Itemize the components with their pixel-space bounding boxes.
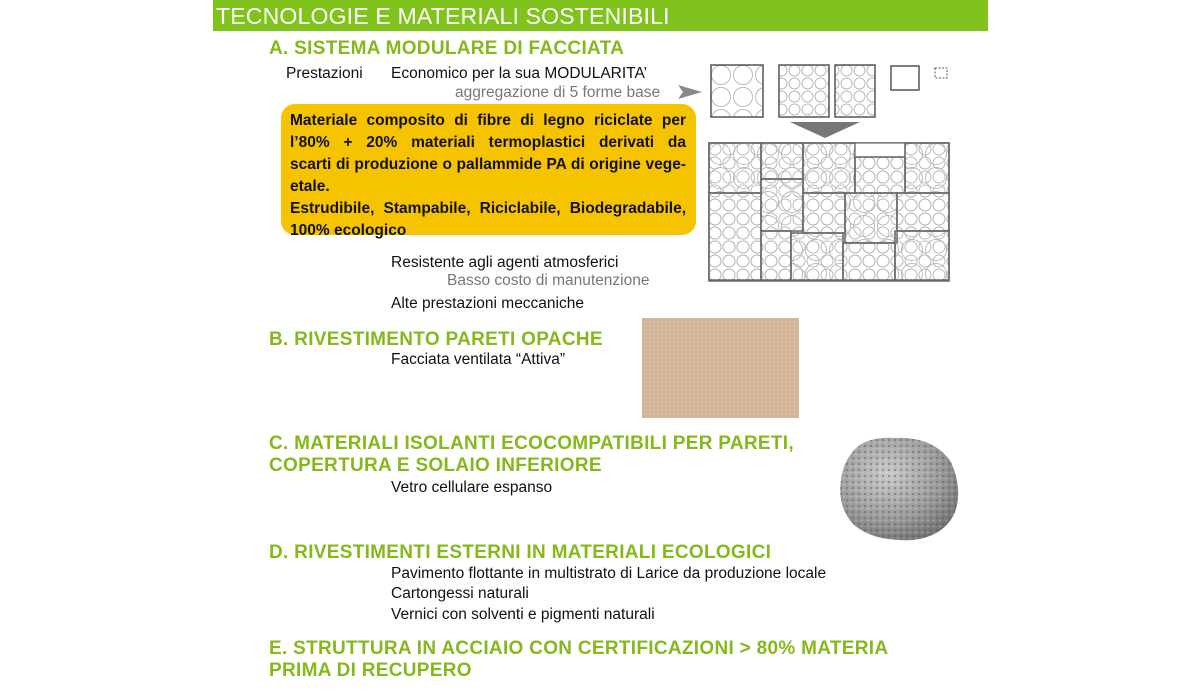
page-title: TECNOLOGIE E MATERIALI SOSTENIBILI xyxy=(216,3,670,29)
opaque-wall-panel-swatch xyxy=(642,318,799,418)
modularita-text: Economico per la sua MODULARITA’ xyxy=(391,65,648,82)
aggregazione-text: aggregazione di 5 forme base xyxy=(455,84,661,101)
highlight-line: etale. xyxy=(290,178,330,195)
resistente-text: Resistente agli agenti atmosferici xyxy=(391,254,619,271)
arrow-down-icon xyxy=(790,122,860,138)
highlight-line: scarti di produzione o pallammide PA di origine vege- xyxy=(290,156,686,173)
vetro-text: Vetro cellulare espanso xyxy=(391,479,553,496)
facciata-text: Facciata ventilata “Attiva” xyxy=(391,351,566,368)
section-a-title: A. SISTEMA MODULARE DI FACCIATA xyxy=(269,38,625,59)
base-shape-tile xyxy=(835,65,875,117)
basso-costo-text: Basso costo di manutenzione xyxy=(447,272,650,289)
base-shape-tile xyxy=(935,68,947,78)
list-item: Pavimento flottante in multistrato di Larice da produzione locale xyxy=(391,565,827,582)
highlight-line: l’80% + 20% materiali termoplastici derivati da xyxy=(290,134,686,151)
base-shapes-row xyxy=(710,64,950,120)
prestazioni-label: Prestazioni xyxy=(286,65,363,82)
section-e-title-line1: E. STRUTTURA IN ACCIAIO CON CERTIFICAZIONI > 80% MATERIA xyxy=(269,638,889,659)
section-e-title-line2: PRIMA DI RECUPERO xyxy=(269,660,472,681)
base-shape-tile xyxy=(779,65,829,117)
material-highlight-box xyxy=(281,104,696,239)
section-b-title: B. RIVESTIMENTO PARETI OPACHE xyxy=(269,329,603,350)
facade-aggregation-diagram xyxy=(708,142,950,282)
list-item: Cartongessi naturali xyxy=(391,585,529,602)
foam-glass-block-image xyxy=(833,432,965,544)
highlight-line: Materiale composito di fibre di legno riciclate per xyxy=(290,112,686,129)
base-shape-tile xyxy=(891,66,919,90)
section-c-title-line2: COPERTURA E SOLAIO INFERIORE xyxy=(269,455,602,476)
section-c-title-line1: C. MATERIALI ISOLANTI ECOCOMPATIBILI PER PARETI, xyxy=(269,433,794,454)
section-d-title: D. RIVESTIMENTI ESTERNI IN MATERIALI ECOLOGICI xyxy=(269,542,772,563)
highlight-line: Estrudibile, Stampabile, Riciclabile, Biodegradabile, xyxy=(290,200,686,217)
base-shape-tile xyxy=(711,65,763,117)
arrow-right-icon xyxy=(678,85,702,99)
list-item: Vernici con solventi e pigmenti naturali xyxy=(391,606,655,623)
highlight-line: 100% ecologico xyxy=(290,222,407,239)
alte-prestazioni-text: Alte prestazioni meccaniche xyxy=(391,295,584,312)
